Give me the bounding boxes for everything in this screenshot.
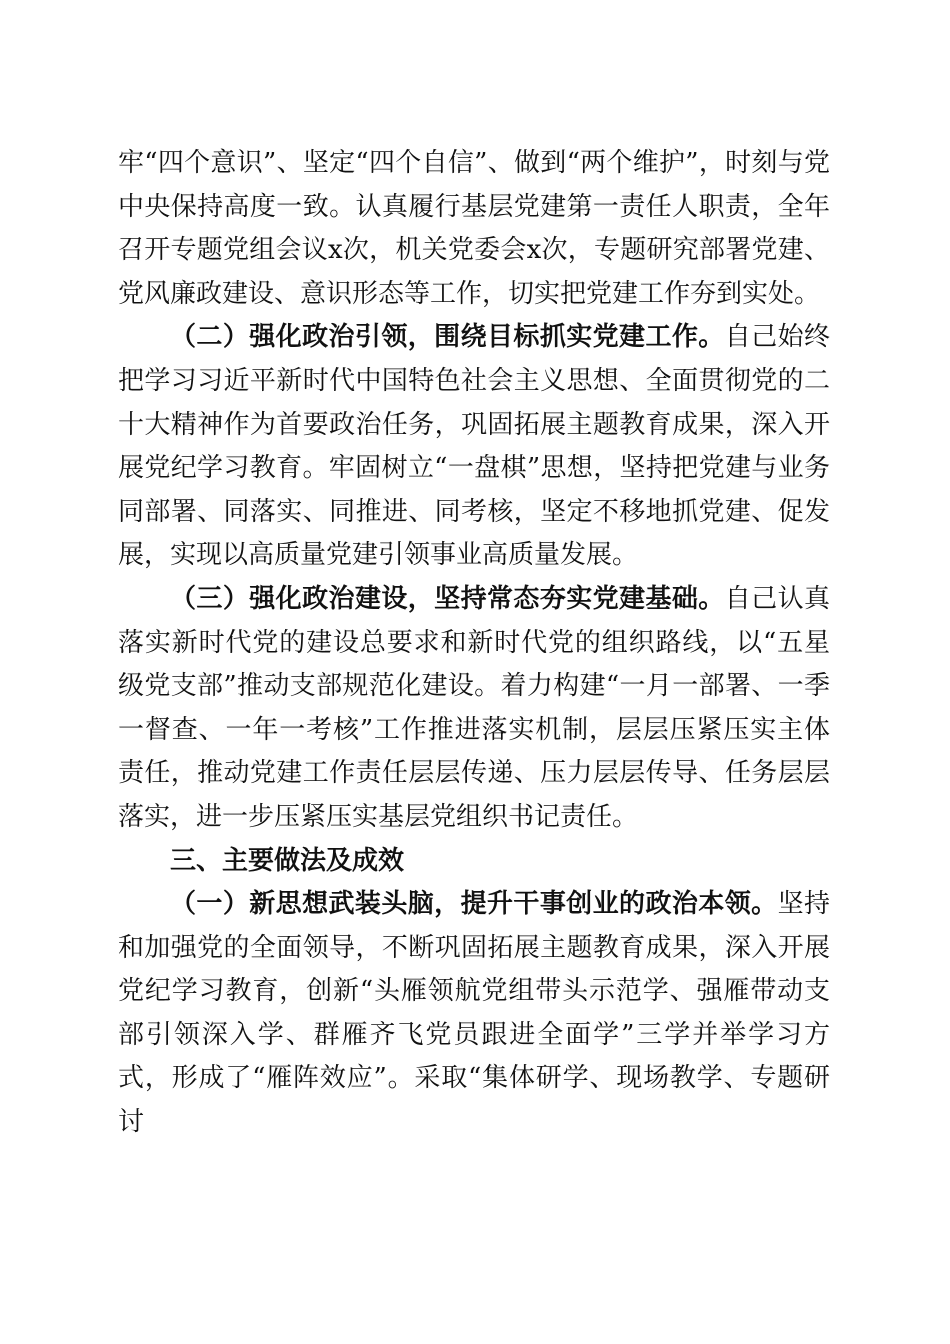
subsection-lead: （三）强化政治建设，坚持常态夯实党建基础。 — [170, 583, 725, 614]
subsection-lead: （二）强化政治引领，围绕目标抓实党建工作。 — [170, 322, 725, 353]
paragraph-continuation — [118, 142, 830, 316]
document-body — [118, 142, 830, 1145]
paragraph-text: 自己始终把学习习近平新时代中国特色社会主义思想、全面贯彻党的二十大精神作为首要政治任务，巩固拓展主题教育成果，深入开展党纪学习教育。牢固树立“一盘棋”思想，坚持把党建与业务同部署、同落实、同推进、同考核，坚定不移地抓党建、促发展，实现以高质量党建引领事业高质量发展。 — [118, 322, 830, 571]
paragraph-text: 自己认真落实新时代党的建设总要求和新时代党的组织路线，以“五星级党支部”推动支部规范化建设。着力构建“一月一部署、一季一督查、一年一考核”工作推进落实机制，层层压紧压实主体责任，推动党建工作责任层层传递、压力层层传导、任务层层落实，进一步压紧压实基层党组织书记责任。 — [118, 583, 830, 832]
section-heading: 三、主要做法及成效 — [170, 845, 405, 876]
paragraph-text: 牢“四个意识”、坚定“四个自信”、做到“两个维护”，时刻与党中央保持高度一致。认真履行基层党建第一责任人职责，全年召开专题党组会议x次，机关党委会x次，专题研究部署党建、党风廉政建设、意识形态等工作，切实把党建工作夯到实处。 — [118, 148, 830, 309]
paragraph-text: 坚持和加强党的全面领导，不断巩固拓展主题教育成果，深入开展党纪学习教育，创新“头雁领航党组带头示范学、强雁带动支部引领深入学、群雁齐飞党员跟进全面学”三学并举学习方式，形成了“雁阵效应”。采取“集体研学、现场教学、专题研讨 — [118, 889, 830, 1138]
paragraph-subsection-3 — [118, 578, 830, 840]
paragraph-section-3-1 — [118, 883, 830, 1145]
paragraph-subsection-2 — [118, 316, 830, 578]
subsection-lead: （一）新思想武装头脑，提升干事创业的政治本领。 — [170, 889, 778, 920]
